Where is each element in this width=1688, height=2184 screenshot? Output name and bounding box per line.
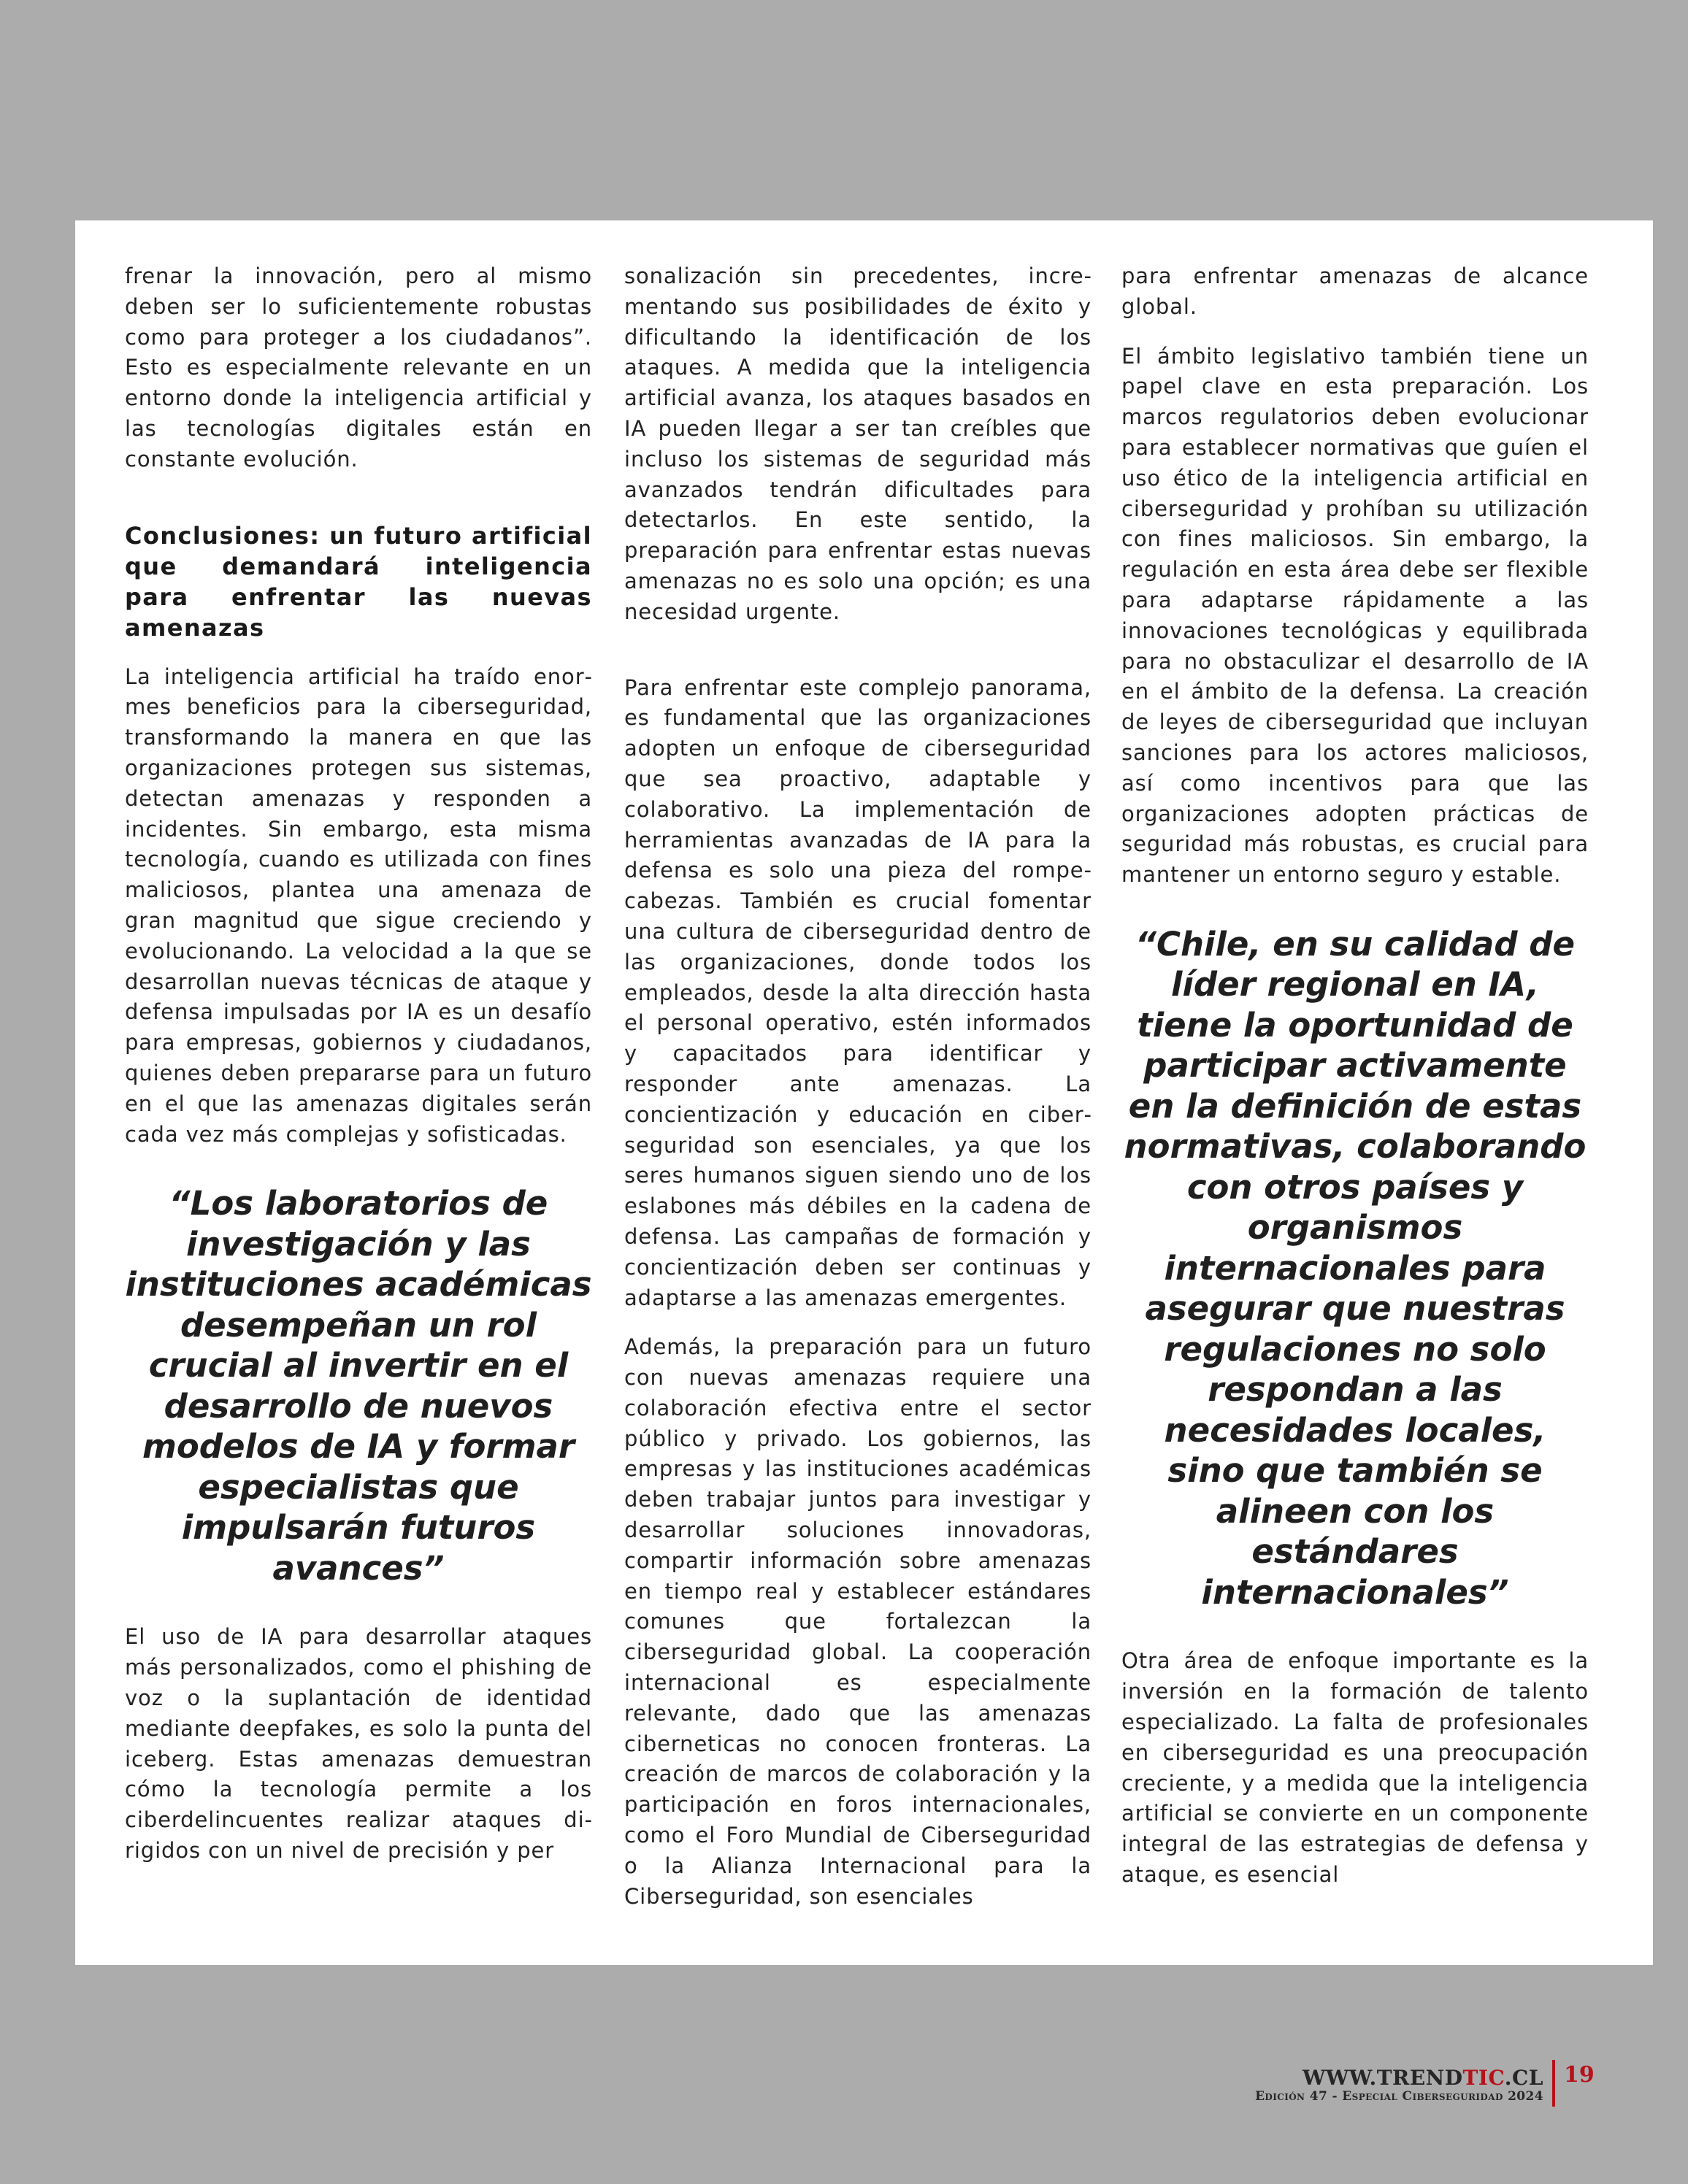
body-paragraph: sonalización sin precedentes, incrementando sus posibilidades de éxito y dificultando la identificación de los ataques. A medida que la inteligencia artificial avanza, los ataques basados en IA pueden llegar a ser tan creíbles que incluso los sistemas de seguridad más avanzados tendrán dificultades para detectarlos. En este sentido, la preparación para enfrentar estas nuevas amenazas no es solo una opción; es una necesidad urgente. [624,264,1092,624]
article-column-2 [624,261,1092,1912]
url-accent: TIC [1462,2066,1505,2090]
body-paragraph: El uso de IA para desarrollar ataques más personalizados, como el phishing de voz o la suplantación de identidad mediante deepfakes, es solo la punta del iceberg. Estas amenazas demuestran cómo la tecnología permite a los ciberdelincuentes realizar ataques dirigidos con un nivel de precisión y per [125,1624,592,1863]
article-column-3 [1121,261,1589,1891]
section-heading: Conclusiones: un futuro artificial que demandará inteligencia para enfrentar las nuevas amenazas [125,521,592,642]
page-footer [1255,2067,1543,2104]
edition-label: Edición 47 - Especial Ciberseguridad 2024 [1255,2089,1543,2104]
page-number: 19 [1564,2062,1595,2088]
magazine-url[interactable] [1255,2067,1543,2089]
body-paragraph: Además, la preparación para un futuro con nuevas amenazas requiere una colaboración efectiva entre el sector público y privado. Los gobiernos, las empresas y las instituciones académicas deben trabajar juntos para investigar y desarrollar soluciones innovadoras, compartir información sobre amenazas en tiempo real y establecer estándares comunes que fortalezcan la ciberseguridad global. La cooperación internacional es especialmente relevante, dado que las amenazas ciberneticas no conocen fronteras. La creación de marcos de colaboración y la participación en foros internacionales, como el Foro Mundial de Ciberseguridad o la Alianza Internacional para la Ciberseguridad, son esenciales [624,1334,1092,1909]
body-paragraph: frenar la innovación, pero al mismo deben ser lo suficientemente robustas como para proteger a los ciudadanos”. Esto es especialmente relevante en un entorno donde la inteligencia artificial y las tecnologías digitales están en constante evolución. [125,264,592,472]
body-paragraph: para enfrentar amenazas de alcance global. [1121,264,1589,319]
article-page [75,220,1653,1965]
url-prefix: WWW.TREND [1302,2066,1463,2090]
url-suffix: .CL [1504,2066,1543,2090]
footer-divider [1552,2060,1555,2107]
pull-quote: “Chile, en su calidad de líder regional en IA, tiene la oportunidad de participar activamente en la definición de estas normativas, colaborando con otros países y organismos internacionales para asegurar que nuestras regulaciones no solo respondan a las necesidades locales, sino que también se alineen con los estándares internacionales” [1124,924,1587,1612]
article-column-1 [125,261,592,1866]
body-paragraph: La inteligencia artificial ha traído enormes beneficios para la ciberseguridad, transformando la manera en que las organizaciones protegen sus sistemas, detectan amenazas y responden a incidentes. Sin embargo, esta misma tecnología, cuando es utilizada con fines maliciosos, plantea una amenaza de gran magnitud que sigue creciendo y evolucionando. La velocidad a la que se desarrollan nuevas técnicas de ataque y defensa impulsadas por IA es un desafío para empresas, gobiernos y ciudadanos, quienes deben prepararse para un futuro en el que las amenazas digitales serán cada vez más complejas y sofisticadas. [125,664,592,1147]
pull-quote: “Los laboratorios de investigación y las instituciones académicas desempeñan un rol crucial al invertir en el desarrollo de nuevos modelos de IA y formar especialistas que impulsarán futuros avances” [125,1184,592,1588]
body-paragraph: Otra área de enfoque importante es la inversión en la formación de talento especializado. La falta de profesionales en ciberseguridad es una preocupación creciente, y a medida que la inteligencia artificial se convierte en un componente integral de las estrategias de defensa y ataque, es esencial [1121,1648,1589,1888]
body-paragraph: Para enfrentar este complejo panorama, es fundamental que las organizaciones adopten un enfoque de ciberseguridad que sea proactivo, adaptable y colaborativo. La implementación de herramientas avanzadas de IA para la defensa es solo una pieza del rompecabezas. También es crucial fomentar una cultura de ciberseguridad dentro de las organizaciones, donde todos los empleados, desde la alta dirección hasta el personal operativo, estén informados y capacitados para identificar y responder ante amenazas. La concientización y educación en ciberseguridad son esenciales, ya que los seres humanos siguen siendo uno de los eslabones más débiles en la cadena de defensa. Las campañas de formación y concientización deben ser continuas y adaptarse a las amenazas emergentes. [624,674,1092,1310]
body-paragraph: El ámbito legislativo también tiene un papel clave en esta preparación. Los marcos regulatorios deben evolucionar para establecer normativas que guíen el uso ético de la inteligencia artificial en ciberseguridad y prohíban su utilización con fines maliciosos. Sin embargo, la regulación en esta área debe ser flexible para adaptarse rápidamente a las innovaciones tecnológicas y equilibrada para no obstaculizar el desarrollo de IA en el ámbito de la defensa. La creación de leyes de ciberseguridad que incluyan sanciones para los actores maliciosos, así como incentivos para que las organizaciones adopten prácticas de seguridad más robustas, es crucial para mantener un entorno seguro y estable. [1121,343,1589,888]
